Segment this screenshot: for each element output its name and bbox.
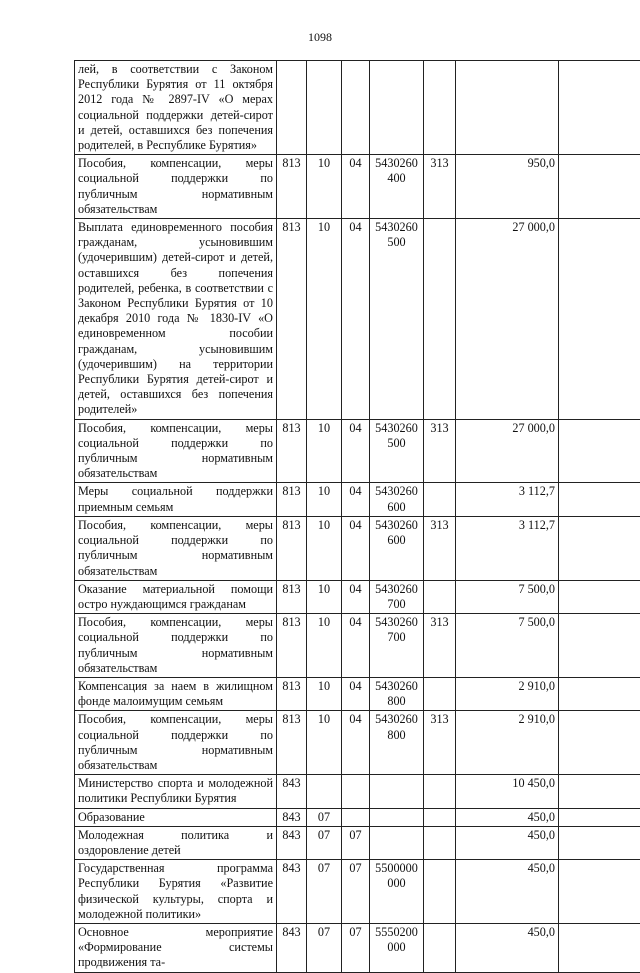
row-target-article-code: 5500000000: [370, 860, 424, 924]
row-empty-cell: [559, 580, 640, 613]
row-target-article-code: [370, 61, 424, 155]
row-expense-type-code: [424, 860, 456, 924]
row-expense-type-code: [424, 923, 456, 972]
row-amount: 450,0: [456, 826, 559, 859]
row-ministry-code: 813: [277, 219, 307, 420]
row-empty-cell: [559, 923, 640, 972]
row-empty-cell: [559, 516, 640, 580]
row-target-article-code: [370, 808, 424, 826]
row-target-article-code: 5430260500: [370, 219, 424, 420]
row-subsection-code: 07: [342, 923, 370, 972]
row-expense-type-code: [424, 580, 456, 613]
row-section-code: 10: [307, 580, 342, 613]
row-amount: 3 112,7: [456, 483, 559, 516]
row-section-code: 07: [307, 826, 342, 859]
row-name: лей, в соответствии с Законом Республики Бурятия от 11 октября 2012 года № 2897-IV «О мерах социальной поддержки детей-сирот и детей, оставшихся без попечения родителей, в Республике Бурятия»: [75, 61, 277, 155]
row-subsection-code: [342, 775, 370, 808]
row-expense-type-code: [424, 219, 456, 420]
row-ministry-code: 813: [277, 677, 307, 710]
row-subsection-code: 07: [342, 826, 370, 859]
row-target-article-code: 5430260500: [370, 419, 424, 483]
row-section-code: 10: [307, 711, 342, 775]
row-empty-cell: [559, 155, 640, 219]
row-amount: 27 000,0: [456, 219, 559, 420]
row-subsection-code: 04: [342, 677, 370, 710]
row-target-article-code: 5430260600: [370, 516, 424, 580]
row-ministry-code: [277, 61, 307, 155]
table-row: [75, 711, 640, 775]
table-row: [75, 483, 640, 516]
row-section-code: [307, 61, 342, 155]
row-ministry-code: 813: [277, 483, 307, 516]
row-name: Пособия, компенсации, меры социальной поддержки по публичным нормативным обязательствам: [75, 155, 277, 219]
table-row: [75, 580, 640, 613]
row-empty-cell: [559, 219, 640, 420]
table-row: [75, 808, 640, 826]
row-subsection-code: 04: [342, 419, 370, 483]
row-target-article-code: 5430260800: [370, 711, 424, 775]
row-expense-type-code: 313: [424, 516, 456, 580]
table-row: [75, 923, 640, 972]
row-expense-type-code: 313: [424, 614, 456, 678]
row-amount: 7 500,0: [456, 614, 559, 678]
row-section-code: [307, 775, 342, 808]
table-row: [75, 61, 640, 155]
row-expense-type-code: [424, 775, 456, 808]
table-row: [75, 419, 640, 483]
row-amount: 10 450,0: [456, 775, 559, 808]
row-target-article-code: 5430260400: [370, 155, 424, 219]
row-name: Меры социальной поддержки приемным семьям: [75, 483, 277, 516]
row-name: Пособия, компенсации, меры социальной поддержки по публичным нормативным обязательствам: [75, 614, 277, 678]
table-row: [75, 614, 640, 678]
row-ministry-code: 813: [277, 614, 307, 678]
row-section-code: 07: [307, 923, 342, 972]
row-subsection-code: 04: [342, 516, 370, 580]
row-name: Пособия, компенсации, меры социальной поддержки по публичным нормативным обязательствам: [75, 516, 277, 580]
row-ministry-code: 843: [277, 826, 307, 859]
row-name: Выплата единовременного пособия гражданам, усыновившим (удочерившим) детей-сирот и детей, оставшихся без попечения родителей, ребенка, в соответствии с Законом Республики Бурятия от 10 декабря 2010 года № 1830-IV «О единовременном пособии гражданам, усыновившим (удочерившим) на территории Республики Бурятия детей-сирот и детей, оставшихся без попечения родителей»: [75, 219, 277, 420]
row-section-code: 10: [307, 155, 342, 219]
row-amount: [456, 61, 559, 155]
row-empty-cell: [559, 483, 640, 516]
row-name: Компенсация за наем в жилищном фонде малоимущим семьям: [75, 677, 277, 710]
row-amount: 2 910,0: [456, 677, 559, 710]
row-amount: 450,0: [456, 860, 559, 924]
row-expense-type-code: [424, 61, 456, 155]
row-section-code: 10: [307, 677, 342, 710]
row-subsection-code: 04: [342, 219, 370, 420]
row-target-article-code: 5430260600: [370, 483, 424, 516]
row-amount: 7 500,0: [456, 580, 559, 613]
row-name: Молодежная политика и оздоровление детей: [75, 826, 277, 859]
row-empty-cell: [559, 775, 640, 808]
row-name: Министерство спорта и молодежной политики Республики Бурятия: [75, 775, 277, 808]
row-expense-type-code: 313: [424, 419, 456, 483]
row-amount: 3 112,7: [456, 516, 559, 580]
row-subsection-code: 04: [342, 155, 370, 219]
row-section-code: 10: [307, 219, 342, 420]
row-section-code: 10: [307, 516, 342, 580]
row-target-article-code: 5430260700: [370, 580, 424, 613]
table-row: [75, 677, 640, 710]
row-expense-type-code: 313: [424, 155, 456, 219]
row-ministry-code: 813: [277, 580, 307, 613]
row-target-article-code: [370, 775, 424, 808]
row-amount: 950,0: [456, 155, 559, 219]
budget-table: [74, 60, 640, 973]
table-row: [75, 826, 640, 859]
table-row: [75, 516, 640, 580]
row-target-article-code: 5430260800: [370, 677, 424, 710]
row-section-code: 07: [307, 860, 342, 924]
row-ministry-code: 843: [277, 808, 307, 826]
row-name: Оказание материальной помощи остро нуждающимся гражданам: [75, 580, 277, 613]
row-ministry-code: 813: [277, 155, 307, 219]
row-section-code: 07: [307, 808, 342, 826]
row-subsection-code: [342, 61, 370, 155]
row-ministry-code: 843: [277, 775, 307, 808]
row-section-code: 10: [307, 483, 342, 516]
row-empty-cell: [559, 826, 640, 859]
row-expense-type-code: 313: [424, 711, 456, 775]
row-subsection-code: 07: [342, 860, 370, 924]
row-name: Государственная программа Республики Бурятия «Развитие физической культуры, спорта и молодежной политики»: [75, 860, 277, 924]
row-expense-type-code: [424, 677, 456, 710]
row-empty-cell: [559, 677, 640, 710]
row-amount: 450,0: [456, 808, 559, 826]
row-subsection-code: 04: [342, 711, 370, 775]
row-target-article-code: [370, 826, 424, 859]
row-section-code: 10: [307, 614, 342, 678]
row-empty-cell: [559, 808, 640, 826]
row-expense-type-code: [424, 483, 456, 516]
row-expense-type-code: [424, 826, 456, 859]
table-row: [75, 775, 640, 808]
row-empty-cell: [559, 860, 640, 924]
row-name: Образование: [75, 808, 277, 826]
row-empty-cell: [559, 61, 640, 155]
table-row: [75, 860, 640, 924]
row-ministry-code: 813: [277, 516, 307, 580]
row-empty-cell: [559, 614, 640, 678]
row-target-article-code: 5430260700: [370, 614, 424, 678]
row-subsection-code: 04: [342, 614, 370, 678]
row-amount: 27 000,0: [456, 419, 559, 483]
table-row: [75, 219, 640, 420]
row-name: Пособия, компенсации, меры социальной поддержки по публичным нормативным обязательствам: [75, 419, 277, 483]
table-row: [75, 155, 640, 219]
row-expense-type-code: [424, 808, 456, 826]
row-subsection-code: [342, 808, 370, 826]
row-ministry-code: 843: [277, 860, 307, 924]
row-ministry-code: 813: [277, 711, 307, 775]
row-empty-cell: [559, 711, 640, 775]
row-name: Основное мероприятие «Формирование системы продвижения та-: [75, 923, 277, 972]
row-empty-cell: [559, 419, 640, 483]
row-subsection-code: 04: [342, 580, 370, 613]
row-ministry-code: 843: [277, 923, 307, 972]
row-target-article-code: 5550200000: [370, 923, 424, 972]
row-subsection-code: 04: [342, 483, 370, 516]
row-amount: 2 910,0: [456, 711, 559, 775]
row-name: Пособия, компенсации, меры социальной поддержки по публичным нормативным обязательствам: [75, 711, 277, 775]
row-ministry-code: 813: [277, 419, 307, 483]
page-number: 1098: [0, 30, 640, 45]
row-amount: 450,0: [456, 923, 559, 972]
row-section-code: 10: [307, 419, 342, 483]
